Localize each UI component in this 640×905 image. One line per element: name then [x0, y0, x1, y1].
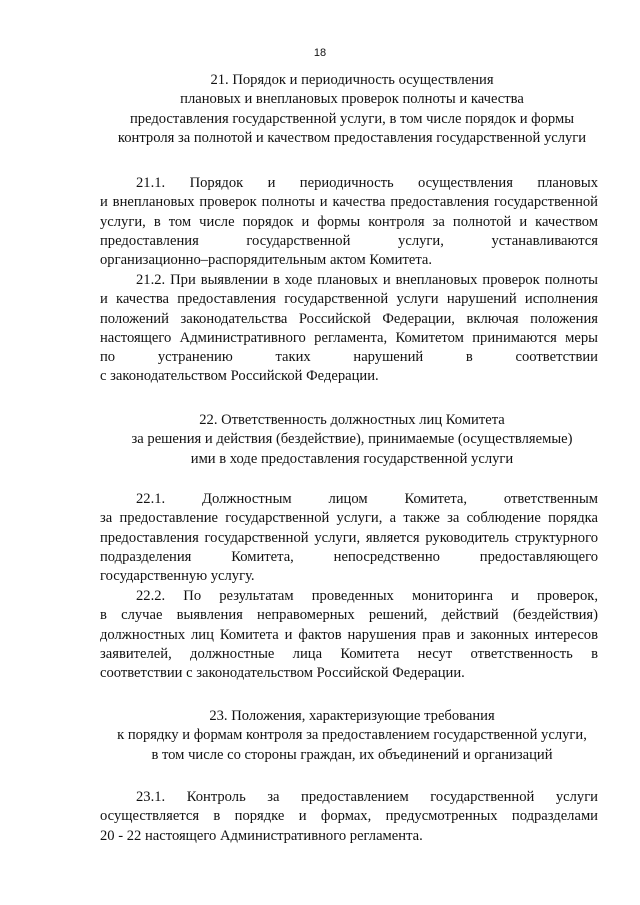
heading-line: за решения и действия (бездействие), принимаемые (осуществляемые)	[131, 431, 573, 448]
paragraph-21-1	[100, 174, 598, 270]
paragraph-line: предоставления государственной услуги, является руководитель структурного	[100, 529, 598, 546]
paragraph-line: осуществляется в порядке и формах, предусмотренных подразделами	[100, 808, 598, 825]
paragraph-line: в случае выявления неправомерных решений, действий (бездействия)	[100, 607, 598, 624]
heading-line: в том числе со стороны граждан, их объединений и организаций	[151, 746, 553, 763]
paragraph-23-1	[100, 788, 598, 846]
paragraph-line: соответствии с законодательством Российской Федерации.	[100, 665, 465, 682]
paragraph-line: государственную услугу.	[100, 568, 255, 585]
section-21-heading	[96, 71, 608, 148]
paragraph-line: и внеплановых проверок полноты и качества предоставления государственной	[100, 194, 598, 211]
paragraph-line: с законодательством Российской Федерации.	[100, 368, 379, 385]
page-number: 18	[313, 47, 327, 59]
heading-line: ими в ходе предоставления государственной услуги	[190, 450, 514, 467]
heading-line: 23. Положения, характеризующие требования	[209, 708, 495, 724]
paragraph-line: организационно–распорядительным актом Комитета.	[100, 252, 433, 269]
paragraph-line: и качества предоставления государственной услуги нарушений исполнения	[100, 291, 598, 308]
paragraph-line: за предоставление государственной услуги, а также за соблюдение порядка	[100, 510, 598, 527]
paragraph-line: по устранению таких нарушений в соответствии	[100, 349, 598, 366]
paragraph-line: 21.1. Порядок и периодичность осуществления плановых	[136, 175, 598, 191]
paragraph-line: заявителей, должностные лица Комитета несут ответственность в	[100, 645, 598, 662]
paragraph-line: должностных лиц Комитета и фактов нарушения прав и законных интересов	[100, 626, 598, 643]
paragraph-22-2	[100, 587, 598, 683]
section-23-heading	[96, 707, 608, 765]
paragraph-line: предоставления государственной услуги, устанавливаются	[100, 232, 598, 249]
paragraph-line: настоящего Административного регламента, Комитетом принимаются меры	[100, 329, 598, 346]
paragraph-line: 23.1. Контроль за предоставлением государственной услуги	[136, 789, 598, 805]
heading-line: контроля за полнотой и качеством предоставления государственной услуги	[117, 129, 587, 146]
heading-line: к порядку и формам контроля за предоставлением государственной услуги,	[117, 727, 587, 744]
heading-line: предоставления государственной услуги, в том числе порядок и формы	[129, 110, 575, 127]
paragraph-line: подразделения Комитета, непосредственно предоставляющего	[100, 548, 598, 565]
section-22-heading	[96, 411, 608, 469]
paragraph-21-2	[100, 271, 598, 387]
paragraph-line: 22.1. Должностным лицом Комитета, ответственным	[136, 491, 598, 507]
paragraph-line: услуги, в том числе порядок и формы контроля за полнотой и качеством	[100, 213, 598, 230]
paragraph-line: положений законодательства Российской Федерации, включая положения	[100, 310, 598, 327]
heading-line: 21. Порядок и периодичность осуществления	[210, 72, 494, 88]
paragraph-line: 22.2. По результатам проведенных мониторинга и проверок,	[136, 588, 598, 604]
heading-line: 22. Ответственность должностных лиц Комитета	[199, 412, 505, 428]
paragraph-22-1	[100, 490, 598, 586]
paragraph-line: 20 - 22 настоящего Административного регламента.	[100, 827, 423, 844]
heading-line: плановых и внеплановых проверок полноты и качества	[180, 91, 524, 108]
paragraph-line: 21.2. При выявлении в ходе плановых и внеплановых проверок полноты	[136, 272, 598, 288]
